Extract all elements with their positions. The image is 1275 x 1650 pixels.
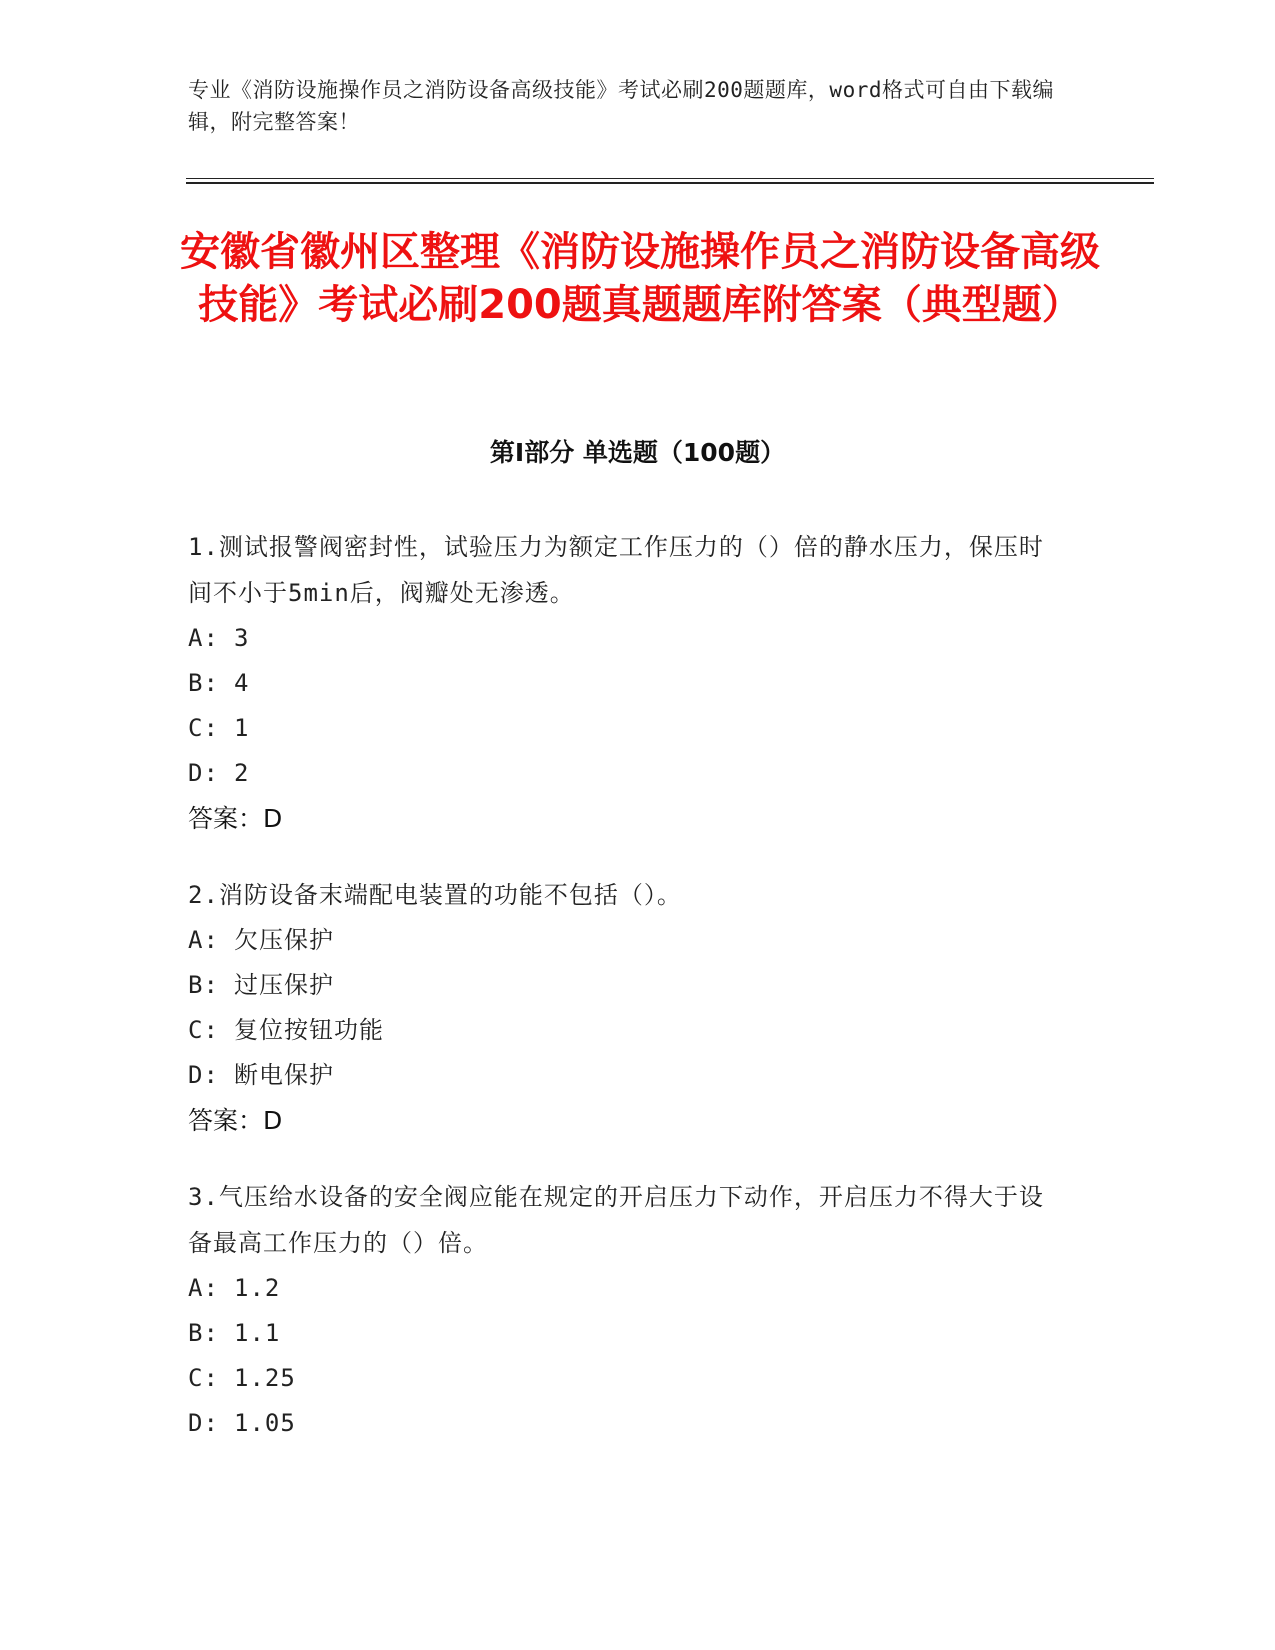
header-divider-thick xyxy=(186,182,1154,184)
option-value: 1.25 xyxy=(234,1364,296,1392)
option-b xyxy=(188,1311,1068,1356)
option-key: A: xyxy=(188,624,219,652)
question-text: 1.测试报警阀密封性，试验压力为额定工作压力的（）倍的静水压力，保压时间不小于5min后，阀瓣处无渗透。 xyxy=(188,533,1044,607)
option-d xyxy=(188,1401,1068,1446)
option-key: B: xyxy=(188,669,219,697)
question-text: 2.消防设备末端配电装置的功能不包括（）。 xyxy=(188,881,682,909)
option-a xyxy=(188,1266,1068,1311)
option-a xyxy=(188,918,1068,963)
option-c xyxy=(188,1356,1068,1401)
header-note: 专业《消防设施操作员之消防设备高级技能》考试必刷200题题库，word格式可自由下载编辑，附完整答案！ xyxy=(188,78,1054,134)
question-2 xyxy=(188,872,1068,1144)
option-c xyxy=(188,706,1068,751)
question-list xyxy=(188,524,1068,1476)
option-value: 断电保护 xyxy=(234,1061,334,1089)
option-d xyxy=(188,751,1068,796)
option-key: D: xyxy=(188,1409,219,1437)
answer-text: 答案：D xyxy=(188,804,283,833)
option-key: A: xyxy=(188,1274,219,1302)
question-3 xyxy=(188,1174,1068,1446)
document-title: 安徽省徽州区整理《消防设施操作员之消防设备高级技能》考试必刷200题真题题库附答案（典型题） xyxy=(180,229,1100,328)
option-key: C: xyxy=(188,714,219,742)
option-b xyxy=(188,963,1068,1008)
header-divider-thin xyxy=(186,178,1154,179)
option-value: 1.2 xyxy=(234,1274,281,1302)
option-a xyxy=(188,616,1068,661)
option-d xyxy=(188,1053,1068,1098)
option-value: 4 xyxy=(234,669,250,697)
option-key: B: xyxy=(188,1319,219,1347)
section-title: 第Ⅰ部分 单选题（100题） xyxy=(489,438,786,467)
question-1 xyxy=(188,524,1068,842)
option-key: D: xyxy=(188,759,219,787)
option-value: 1.1 xyxy=(234,1319,281,1347)
option-value: 过压保护 xyxy=(234,971,334,999)
option-key: C: xyxy=(188,1016,219,1044)
option-value: 1.05 xyxy=(234,1409,296,1437)
option-value: 3 xyxy=(234,624,250,652)
option-value: 2 xyxy=(234,759,250,787)
option-value: 复位按钮功能 xyxy=(234,1016,384,1044)
option-value: 1 xyxy=(234,714,250,742)
option-key: A: xyxy=(188,926,219,954)
option-value: 欠压保护 xyxy=(234,926,334,954)
option-c xyxy=(188,1008,1068,1053)
question-text: 3.气压给水设备的安全阀应能在规定的开启压力下动作，开启压力不得大于设备最高工作压力的（）倍。 xyxy=(188,1183,1044,1257)
option-key: C: xyxy=(188,1364,219,1392)
option-key: D: xyxy=(188,1061,219,1089)
answer-text: 答案：D xyxy=(188,1106,283,1135)
option-key: B: xyxy=(188,971,219,999)
option-b xyxy=(188,661,1068,706)
